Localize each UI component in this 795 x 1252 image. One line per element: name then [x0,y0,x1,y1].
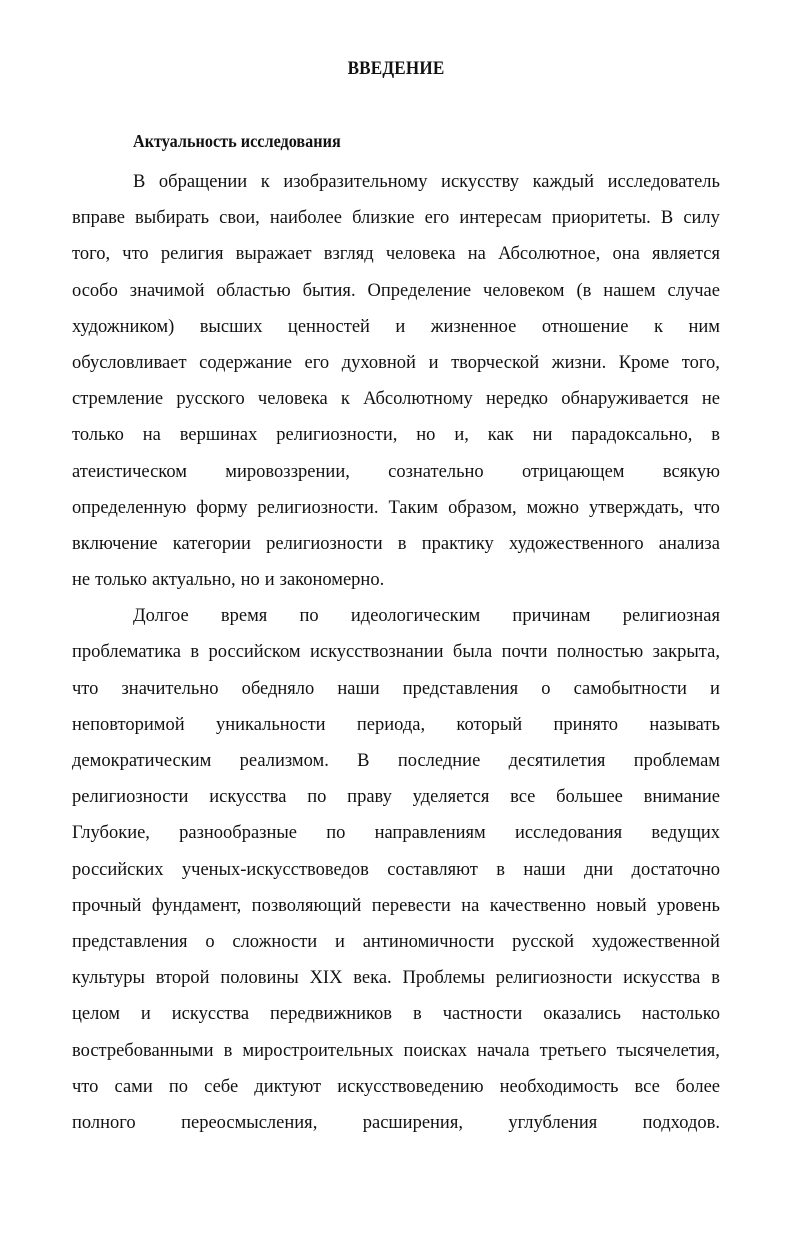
word: она [612,244,640,265]
word: расширения, [362,1112,463,1133]
word: в [496,859,505,880]
chapter-title: ВВЕДЕНИЕ [347,58,445,79]
word: искусствоведению [337,1076,484,1097]
word: В [357,751,370,771]
word: как [487,425,514,446]
word: религиозности [495,968,613,989]
word: в [711,425,720,446]
word: закрыта, [652,642,720,663]
word: художественного [509,533,644,554]
word: по [168,1076,189,1097]
word: называть [649,714,720,735]
word: о [541,678,551,699]
word: В [133,172,146,192]
text-line [72,743,720,779]
word: по [307,787,327,808]
word: в [711,968,720,989]
word: по [326,823,346,844]
word: и [334,931,345,952]
word: периода, [356,714,426,735]
word: почти [501,642,548,663]
word: в [412,1004,422,1025]
word: культуры [72,968,145,989]
word: XIX [309,968,343,989]
word: выражает [235,244,312,265]
word: на [467,244,486,265]
word: образом, [448,497,517,518]
word: Абсолютное, [498,244,601,265]
word: религиозности [266,533,383,554]
text-line [72,200,720,236]
word: человеком [483,280,565,301]
word: начала [477,1040,530,1061]
word: в [397,533,407,554]
word: Проблемы [402,968,485,989]
text-line [72,1033,720,1069]
word: века. [353,968,392,989]
body-text [72,164,720,1141]
word: бытия. [302,280,356,301]
word: большее [556,787,623,808]
word: но [416,425,436,446]
word: интересам [459,208,542,229]
word: к [260,172,270,192]
word: религия [160,244,224,265]
word: В [660,208,674,229]
word: сложности [232,931,318,952]
word: проблематика [72,642,182,663]
word: ведущих [651,823,720,844]
word: дни [583,859,614,880]
word: более [675,1076,720,1097]
word: не [701,389,720,410]
word: к [340,389,350,410]
word: вправе [72,208,125,229]
word: человека [257,389,328,410]
word: высших [199,316,263,337]
word: вершинах [179,425,258,446]
word: выбирать [135,208,210,229]
text-line [72,381,720,417]
word: настолько [641,1004,720,1025]
word: (в [576,280,592,301]
word: представления [402,678,519,699]
text-line [72,526,720,562]
word: не [72,570,91,591]
word: творческой [451,352,540,373]
word: была [452,642,493,663]
word: самобытности [573,678,687,699]
text-line [72,779,720,815]
word: углубления [508,1112,598,1133]
word: свои, [219,208,260,229]
word: религиозности [72,787,189,808]
word: представления [72,931,188,952]
word: ценностей [287,316,370,337]
word: позволяющий [251,895,362,916]
text-line [72,417,720,453]
word: случае [667,280,720,301]
word: перевести [371,895,451,916]
word: тысячелетия, [616,1040,720,1061]
word: обусловливает [72,352,187,373]
text-line [72,996,720,1032]
word: и [395,316,406,337]
text-line [72,707,720,743]
word: и, [454,425,469,446]
word: обнаруживается [561,389,689,410]
text-line [72,1069,720,1105]
word: десятилетия [508,751,606,771]
word: только [72,425,124,446]
word: отрицающем [521,461,625,482]
word: разнообразные [179,823,298,844]
word: является [652,244,720,265]
word: человека [385,244,456,265]
text-line [72,598,720,634]
word: Долгое [133,606,189,627]
word: неповторимой [72,714,185,735]
text-line [72,888,720,924]
word: значимой [129,280,205,301]
word: переосмысления, [181,1112,318,1133]
word: все [634,1076,660,1097]
word: художественной [591,931,720,952]
word: и [710,678,720,699]
word: обращении [158,172,248,192]
word: наши [337,678,380,699]
section-title: Актуальность исследования [133,131,341,151]
text-line [72,454,720,490]
word: силу [683,208,720,229]
word: содержание [199,352,292,373]
word: полностью [556,642,644,663]
word: исследователь [607,172,720,192]
word: значительно [121,678,219,699]
word: духовной [341,352,416,373]
word: по [299,606,319,627]
word: утверждать, [589,497,684,518]
text-line [72,1105,720,1141]
word: атеистическом [72,461,187,482]
word: ни [532,425,553,446]
word: половины [220,968,299,989]
text-line [72,345,720,381]
text-line [72,634,720,670]
text-line [72,671,720,707]
word: включение [72,533,158,554]
word: Глубокие, [72,823,150,844]
word: проблемам [633,751,720,771]
word: всякую [662,461,720,482]
word: на [142,425,161,446]
word: о [205,931,215,952]
word: каждый [532,172,595,192]
word: праву [347,787,392,808]
word: целом [72,1004,120,1025]
word: который [456,714,523,735]
word: уникальности [215,714,326,735]
text-line [72,490,720,526]
word: третьего [539,1040,607,1061]
word: жизни. [551,352,607,373]
word: все [510,787,536,808]
word: российских [72,859,164,880]
word: принято [553,714,619,735]
word: искусства [623,968,701,989]
word: но [240,570,260,591]
word: в [190,642,200,663]
word: Таким [388,497,439,518]
word: того, [681,352,720,373]
word: что [72,678,99,699]
word: достаточно [631,859,720,880]
word: форму [196,497,248,518]
word: что [693,497,720,518]
word: составляют [387,859,478,880]
word: определенную [72,497,187,518]
word: искусству [441,172,519,192]
word: в [223,1040,233,1061]
word: парадоксально, [571,425,693,446]
word: второй [155,968,210,989]
word: обедняло [241,678,315,699]
word: востребованными [72,1040,214,1061]
word: сами [114,1076,153,1097]
word: прочный [72,895,142,916]
text-line [72,562,720,598]
word: религиозности, [276,425,398,446]
word: что [72,1076,99,1097]
word: религиозности. [257,497,379,518]
word: передвижников [270,1004,393,1025]
word: искусствознании [309,642,444,663]
word: особо [72,280,118,301]
word: наиболее [269,208,342,229]
word: Абсолютному [363,389,473,410]
word: что [122,244,149,265]
word: закономерно. [279,570,385,591]
text-line [72,924,720,960]
word: необходимость [499,1076,619,1097]
word: художником) [72,316,175,337]
word: только [95,570,147,591]
word: русской [512,931,574,952]
word: последние [397,751,481,771]
word: уделяется [412,787,490,808]
word: диктуют [254,1076,322,1097]
word: оказались [543,1004,621,1025]
word: стремление [72,389,164,410]
word: того, [72,244,111,265]
word: поисках [403,1040,467,1061]
word: время [220,606,268,627]
word: на [461,895,480,916]
word: искусства [209,787,287,808]
word: к [653,316,663,337]
word: нашем [603,280,656,301]
word: исследования [514,823,623,844]
word: актуально, [151,570,236,591]
word: реализмом. [239,751,329,771]
word: качественно [489,895,587,916]
word: российском [208,642,301,663]
word: полного [72,1112,136,1133]
word: жизненное [430,316,517,337]
word: и [140,1004,151,1025]
word: ним [688,316,720,337]
word: миростроительных [242,1040,394,1061]
word: частности [442,1004,523,1025]
text-line [72,960,720,996]
word: ученых-искусствоведов [181,859,369,880]
word: его [304,352,330,373]
text-line [72,309,720,345]
word: и [428,352,439,373]
word: его [424,208,450,229]
word: областью [216,280,291,301]
word: взгляд [323,244,374,265]
word: отношение [541,316,629,337]
word: мировоззрении, [225,461,350,482]
word: себе [204,1076,239,1097]
text-line [72,852,720,888]
word: можно [526,497,580,518]
word: демократическим [72,751,212,771]
word: сознательно [388,461,484,482]
text-line [72,164,720,200]
word: Определение [367,280,472,301]
word: уровень [657,895,720,916]
word: близкие [352,208,415,229]
word: фундамент, [151,895,242,916]
text-line [72,236,720,272]
word: антиномичности [362,931,495,952]
word: практику [421,533,494,554]
word: внимание [643,787,720,808]
text-line [72,273,720,309]
word: нередко [486,389,549,410]
word: и [264,570,275,591]
word: изобразительному [283,172,428,192]
word: анализа [658,533,720,554]
word: направлениям [374,823,486,844]
word: новый [596,895,647,916]
word: подходов. [642,1112,720,1133]
word: причинам [512,606,591,627]
word: Кроме [618,352,670,373]
word: категории [172,533,251,554]
word: искусства [171,1004,250,1025]
word: наши [523,859,566,880]
text-line [72,815,720,851]
word: религиозная [622,606,720,627]
word: приоритеты. [551,208,651,229]
word: русского [176,389,245,410]
word: идеологическим [350,606,481,627]
